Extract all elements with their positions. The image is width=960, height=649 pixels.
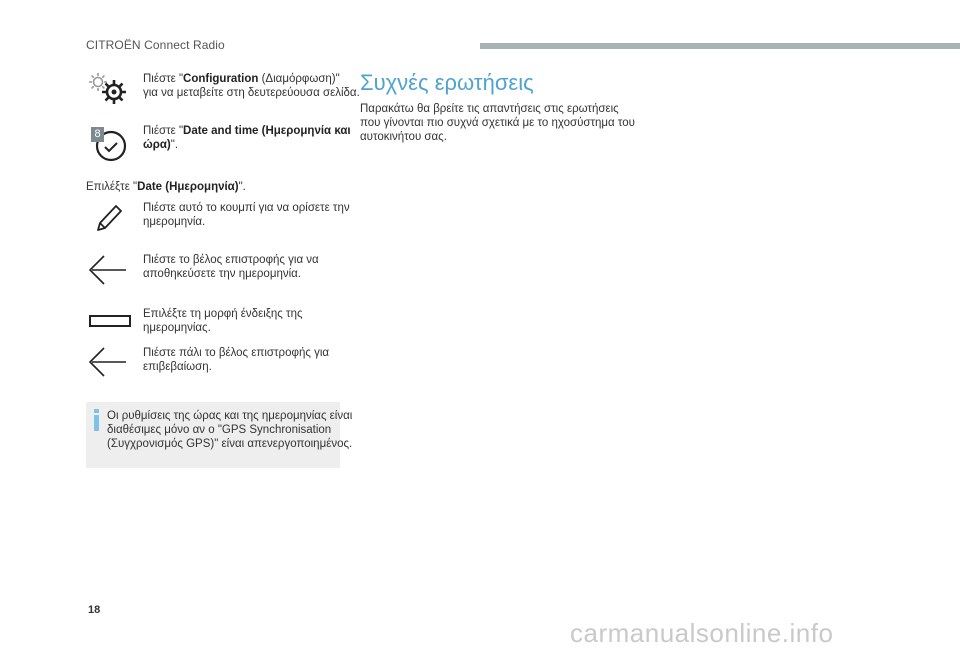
manual-title: CITROËN Connect Radio: [86, 38, 225, 52]
pencil-icon: [92, 200, 126, 236]
info-note-line1: Οι ρυθμίσεις της ώρας και της ημερομηνίας είναι: [107, 410, 353, 422]
back-step-line2: αποθηκεύσετε την ημερομηνία.: [143, 268, 302, 280]
select-date-instruction: Επιλέξτε "Date (Ημερομηνία)".: [86, 181, 246, 193]
format-selector-icon: [89, 315, 131, 327]
date-step-line2: ώρα)".: [143, 139, 179, 151]
info-note-line3: (Συγχρονισμός GPS)" είναι απενεργοποιημένος.: [107, 438, 353, 450]
faq-intro-line2: που γίνονται πιο συχνά σχετικά με το ηχοσύστημα του: [360, 117, 635, 129]
date-step-line1: Πιέστε "Date and time (Ημερομηνία και: [143, 125, 351, 137]
header-bar: [480, 43, 960, 49]
back-arrow-icon: [86, 252, 132, 290]
step-number-badge: 8: [91, 127, 104, 142]
configuration-gears-icon: [86, 70, 132, 108]
confirm-step-line1: Πιέστε πάλι το βέλος επιστροφής για: [143, 347, 330, 359]
faq-intro-line1: Παρακάτω θα βρείτε τις απαντήσεις στις ερωτήσεις: [360, 103, 619, 115]
page-number: 18: [88, 604, 101, 616]
watermark: carmanualsonline.info: [570, 618, 834, 648]
config-step-line2: για να μεταβείτε στη δευτερεύουσα σελίδα.: [143, 87, 360, 99]
confirm-step-line2: επιβεβαίωση.: [143, 361, 212, 373]
back-step-line1: Πιέστε το βέλος επιστροφής για να: [143, 254, 319, 266]
format-step-line2: ημερομηνίας.: [143, 322, 211, 334]
back-arrow-confirm-icon: [86, 344, 132, 382]
faq-heading: Συχνές ερωτήσεις: [360, 70, 534, 95]
info-icon: [94, 409, 99, 429]
faq-intro-line3: αυτοκινήτου σας.: [360, 131, 447, 143]
edit-step-line2: ημερομηνία.: [143, 216, 206, 228]
edit-step-line1: Πιέστε αυτό το κουμπί για να ορίσετε την: [143, 202, 350, 214]
config-step-line1: Πιέστε "Configuration (Διαμόρφωση)": [143, 73, 340, 85]
info-note-line2: διαθέσιμες μόνο αν ο "GPS Synchronisation: [107, 424, 332, 436]
format-step-line1: Επιλέξτε τη μορφή ένδειξης της: [143, 308, 303, 320]
